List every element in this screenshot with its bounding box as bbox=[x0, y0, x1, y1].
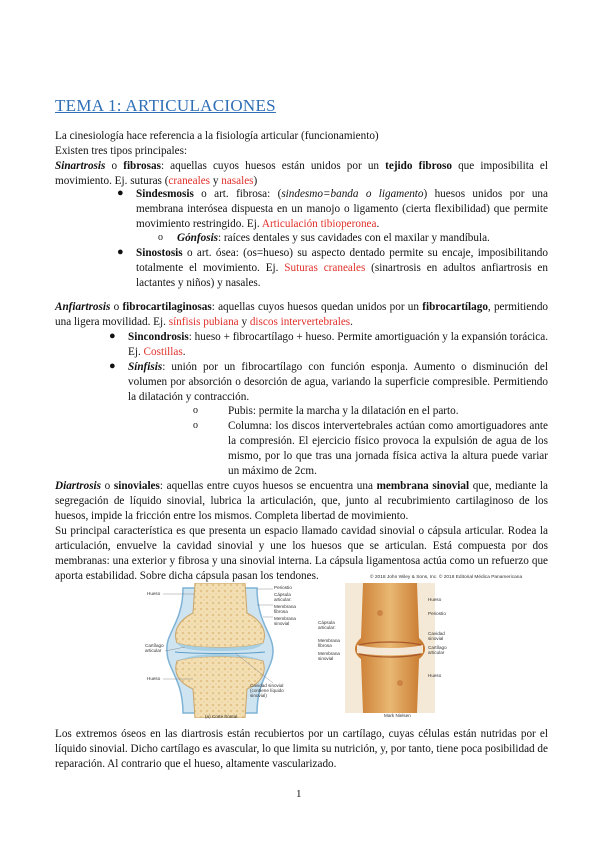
pubis-item: Pubis: permite la marcha y la dilatación en el parto. bbox=[228, 405, 459, 417]
sindesmosis-text-2: ) huesos unidos por una membrana interósea dispuesta en un manojo o ligamento (cierta flexibilidad) que permite movimiento restringido. Ej. bbox=[136, 188, 548, 230]
label-membrana-sinovial: Membrana sinovial bbox=[274, 616, 296, 627]
sinfisis-term: Sínfisis bbox=[128, 361, 163, 373]
sincondrosis-item bbox=[128, 330, 548, 360]
sincondrosis-term: Sincondrosis bbox=[128, 331, 189, 343]
sindesmosis-item bbox=[136, 187, 548, 232]
sinostosis-example: Suturas craneales bbox=[284, 262, 366, 274]
anfiartrosis-desc: : aquellas cuyos huesos quedan unidos por un bbox=[211, 301, 423, 313]
period-text: . bbox=[350, 316, 353, 328]
diartrosis-desc-2: que, mediante la segregación de líquido sinovial, lubrica la articulación, que, junto al recubrimiento cartilaginoso de los huesos, impide la fricción entre los mismos. Completa libertad de movimiento. bbox=[55, 480, 548, 522]
sinostosis-text: o art. ósea: (os=hueso) su aspecto dentado permite su encaje, imposibilitando totalmente el movimiento. Ej. bbox=[136, 247, 548, 274]
label-r-membrana-fibrosa: Membrana fibrosa bbox=[318, 638, 340, 649]
anfiartrosis-bold: fibrocartílago bbox=[422, 301, 488, 313]
sinartrosis-term: Sinartrosis bbox=[55, 160, 106, 172]
diartrosis-bold: membrana sinovial bbox=[376, 480, 470, 492]
closing-paren: ) bbox=[253, 175, 258, 187]
circle-bullet-icon: o bbox=[193, 420, 198, 431]
sincondrosis-text: : hueso + fibrocartílago + hueso. Permite amortiguación y la expansión torácica. Ej. bbox=[128, 331, 548, 358]
intro-line-1: La cinesiología hace referencia a la fisiología articular (funcionamiento) bbox=[55, 130, 379, 142]
page-title: TEMA 1: ARTICULACIONES bbox=[55, 96, 276, 115]
sindesmosis-italic: sindesmo=banda o ligamento bbox=[281, 188, 424, 200]
label-r-cartilago: Cartílago articular bbox=[428, 645, 447, 656]
sindesmosis-example: Articulación tibioperonea bbox=[261, 218, 377, 230]
bullet-icon: ● bbox=[117, 187, 124, 199]
sindesmosis-text: o art. fibrosa: ( bbox=[193, 188, 282, 200]
circle-bullet-icon: o bbox=[158, 232, 163, 243]
label-r-hueso-top: Hueso bbox=[428, 597, 442, 602]
label-cartilago: Cartílago articular bbox=[145, 643, 164, 654]
sinartrosis-example-2: nasales bbox=[221, 175, 254, 187]
period-text: . bbox=[182, 346, 186, 358]
sinfisis-text: : unión por un fibrocartílago con función esponja. Aumento o disminución del volumen por absorción o desorción de agua, variando la superficie compresible. Permitiendo la dilatación y contracción. bbox=[128, 361, 548, 403]
label-cavidad: Cavidad sinovial (contiene líquido sinovial) bbox=[250, 683, 284, 699]
sinfisis-item bbox=[128, 360, 548, 405]
sindesmosis-term: Sindesmosis bbox=[136, 188, 194, 200]
label-capsula: Cápsula articular: bbox=[274, 592, 292, 603]
gonfosis-text: : raíces dentales y sus cavidades con el maxilar y mandíbula. bbox=[218, 232, 490, 244]
connector-text: y bbox=[238, 316, 250, 328]
label-periostio: Periostio bbox=[274, 585, 292, 590]
anfiartrosis-desc-2: , permitiendo una ligera movilidad. Ej. bbox=[55, 301, 549, 328]
label-r-membrana-sinovial: Membrana sinovial bbox=[318, 651, 340, 662]
circle-bullet-icon: o bbox=[193, 405, 198, 416]
period-text: . bbox=[376, 218, 380, 230]
gonfosis-term: Gónfosis bbox=[177, 232, 219, 244]
sinostosis-text-2: (sinartrosis en adultos anfiartrosis en lactantes y niños) y nasales. bbox=[136, 262, 548, 289]
connector-text: o bbox=[105, 160, 124, 172]
intro-paragraph bbox=[55, 129, 548, 159]
knee-dissection-photo bbox=[345, 583, 435, 713]
connector-text: o bbox=[101, 480, 114, 492]
figure-foot: (a) Corte frontal bbox=[205, 714, 238, 719]
bullet-icon: ● bbox=[109, 360, 116, 372]
label-membrana-fibrosa: Membrana fibrosa bbox=[274, 604, 296, 615]
label-hueso-top: Hueso bbox=[147, 591, 161, 596]
diartrosis-desc: : aquellas entre cuyos huesos se encuentra una bbox=[159, 480, 377, 492]
diartrosis-paragraph bbox=[55, 479, 548, 524]
diartrosis-alt: sinoviales bbox=[113, 480, 160, 492]
sinartrosis-alt: fibrosas bbox=[123, 160, 161, 172]
bullet-icon: ● bbox=[117, 246, 124, 258]
diartrosis-term: Diartrosis bbox=[55, 480, 102, 492]
intro-line-2: Existen tres tipos principales: bbox=[55, 145, 188, 157]
columna-item: Columna: los discos intervertebrales actúan como amortiguadores ante la compresión. El ejercicio físico provoca la expulsión de agua de los mismo, por lo que tras una jornada física activa la altura puede variar un máximo de 2cm. bbox=[228, 420, 548, 477]
closing-paragraph: Los extremos óseos en las diartrosis están recubiertos por un cartílago, cuyas células están nutridas por el líquido sinovial. Dicho cartílago es avascular, lo que limita su nutrición, y, por tanto, tiene poca posibilidad de reparación. Al contrario que el hueso, altamente vascularizado. bbox=[55, 728, 548, 770]
photo-credit: Mark Nielsen bbox=[384, 713, 411, 718]
sinartrosis-example-1: craneales bbox=[168, 175, 211, 187]
sinartrosis-desc: : aquellas cuyos huesos están unidos por un bbox=[160, 160, 386, 172]
label-r-capsula: Cápsula articular: bbox=[318, 620, 336, 631]
anfiartrosis-alt: fibrocartilaginosas bbox=[122, 301, 212, 313]
sinostosis-item bbox=[136, 246, 548, 291]
diartrosis-paragraph-2: Su principal característica es que presenta un espacio llamado cavidad sinovial o cápsula articular. Rodea la articulación, envuelve la cavidad sinovial y une los huesos que se articulan. Está compuesta por dos membranas: una exterior y fibrosa y una sinovial interna. La cápsula ligamentosa actúa como un refuerzo que aporta estabilidad. Sobre dicha cápsula pasan los tendones. bbox=[55, 525, 548, 582]
connector-text: y bbox=[210, 175, 222, 187]
sinostosis-term: Sinostosis bbox=[136, 247, 183, 259]
anfiartrosis-example-1: sínfisis pubiana bbox=[168, 316, 239, 328]
label-r-cavidad: Cavidad sinovial bbox=[428, 631, 445, 642]
bullet-icon: ● bbox=[109, 330, 116, 342]
sinartrosis-desc-2: que imposibilita el movimiento. Ej. suturas ( bbox=[55, 160, 549, 187]
gonfosis-item bbox=[177, 231, 548, 246]
anfiartrosis-example-2: discos intervertebrales bbox=[249, 316, 351, 328]
anfiartrosis-term: Anfiartrosis bbox=[55, 301, 111, 313]
sinartrosis-paragraph bbox=[55, 159, 548, 189]
sincondrosis-example: Costillas bbox=[143, 346, 183, 358]
anfiartrosis-paragraph bbox=[55, 300, 548, 330]
label-r-hueso-bottom: Hueso bbox=[428, 673, 442, 678]
sinartrosis-bold: tejido fibroso bbox=[385, 160, 452, 172]
connector-text: o bbox=[110, 301, 123, 313]
label-hueso-bottom: Hueso bbox=[147, 676, 161, 681]
page-number: 1 bbox=[296, 788, 302, 800]
label-r-periostio: Periostio bbox=[428, 611, 446, 616]
figure-copyright: © 2018 John Wiley & Sons, Inc. © 2018 Editorial Médica Panamericana bbox=[370, 575, 523, 580]
